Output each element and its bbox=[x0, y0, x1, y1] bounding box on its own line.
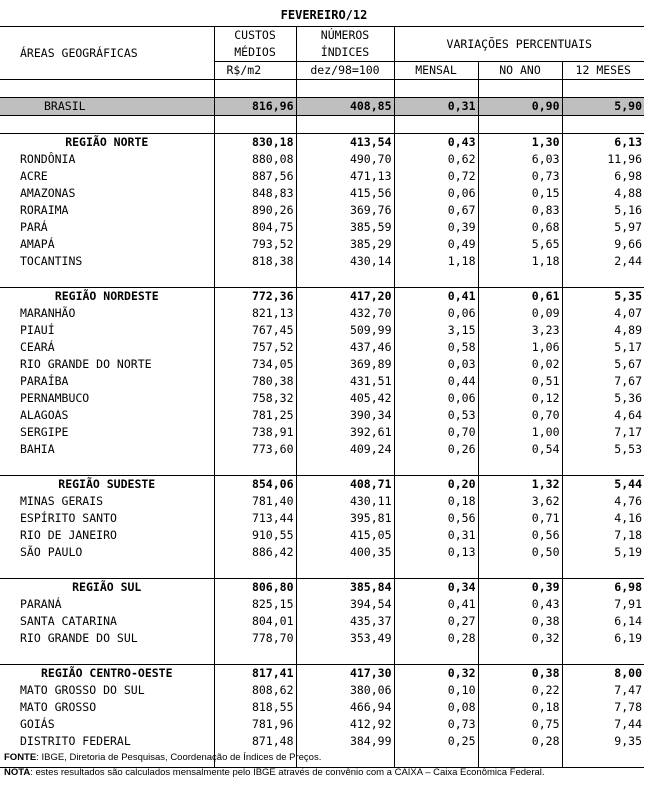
state-custo: 890,26 bbox=[214, 202, 296, 219]
footer-nota bbox=[4, 767, 545, 778]
state-ano: 0,56 bbox=[478, 527, 562, 544]
state-meses12: 7,67 bbox=[562, 373, 644, 390]
header-custos-l1: CUSTOS bbox=[214, 27, 296, 45]
state-custo: 738,91 bbox=[214, 424, 296, 441]
state-mensal: 0,13 bbox=[394, 544, 478, 561]
state-name: PARÁ bbox=[20, 220, 48, 234]
state-ano: 0,18 bbox=[478, 699, 562, 716]
region-mensal: 0,41 bbox=[394, 288, 478, 306]
state-meses12: 11,96 bbox=[562, 151, 644, 168]
state-row bbox=[0, 630, 644, 647]
region-indice: 385,84 bbox=[296, 579, 394, 597]
state-name: GOIÁS bbox=[20, 717, 55, 731]
state-name: CEARÁ bbox=[20, 340, 55, 354]
state-custo: 871,48 bbox=[214, 733, 296, 750]
state-ano: 0,12 bbox=[478, 390, 562, 407]
state-mensal: 0,18 bbox=[394, 493, 478, 510]
state-row bbox=[0, 305, 644, 322]
state-custo: 818,55 bbox=[214, 699, 296, 716]
state-name: RORAIMA bbox=[20, 203, 69, 217]
state-indice: 400,35 bbox=[296, 544, 394, 561]
state-name: ESPÍRITO SANTO bbox=[20, 511, 117, 525]
state-indice: 415,56 bbox=[296, 185, 394, 202]
state-row bbox=[0, 544, 644, 561]
state-name: SÃO PAULO bbox=[20, 545, 83, 559]
state-indice: 466,94 bbox=[296, 699, 394, 716]
state-mensal: 0,62 bbox=[394, 151, 478, 168]
state-name: ACRE bbox=[20, 169, 48, 183]
region-row bbox=[0, 476, 644, 494]
state-mensal: 0,31 bbox=[394, 527, 478, 544]
footer-fonte bbox=[4, 752, 321, 763]
region-row bbox=[0, 665, 644, 683]
state-row bbox=[0, 339, 644, 356]
state-indice: 412,92 bbox=[296, 716, 394, 733]
state-custo: 808,62 bbox=[214, 682, 296, 699]
header-area: ÁREAS GEOGRÁFICAS bbox=[0, 27, 214, 80]
state-indice: 431,51 bbox=[296, 373, 394, 390]
brasil-indice: 408,85 bbox=[296, 98, 394, 116]
state-meses12: 4,89 bbox=[562, 322, 644, 339]
state-name: AMAZONAS bbox=[20, 186, 76, 200]
spacer-row bbox=[0, 270, 644, 288]
header-variacoes: VARIAÇÕES PERCENTUAIS bbox=[394, 27, 644, 62]
state-ano: 0,43 bbox=[478, 596, 562, 613]
state-meses12: 4,88 bbox=[562, 185, 644, 202]
region-ano: 0,38 bbox=[478, 665, 562, 683]
nota-text: : estes resultados são calculados mensalmente pelo IBGE através de convênio com a CAIXA – Caixa Econômica Federal. bbox=[30, 767, 545, 778]
state-indice: 392,61 bbox=[296, 424, 394, 441]
state-custo: 821,13 bbox=[214, 305, 296, 322]
region-meses12: 5,35 bbox=[562, 288, 644, 306]
region-ano: 0,61 bbox=[478, 288, 562, 306]
state-ano: 0,71 bbox=[478, 510, 562, 527]
state-custo: 848,83 bbox=[214, 185, 296, 202]
state-row bbox=[0, 151, 644, 168]
state-name: AMAPÁ bbox=[20, 237, 55, 251]
state-mensal: 0,53 bbox=[394, 407, 478, 424]
state-mensal: 0,41 bbox=[394, 596, 478, 613]
state-mensal: 0,06 bbox=[394, 305, 478, 322]
state-ano: 0,22 bbox=[478, 682, 562, 699]
state-indice: 509,99 bbox=[296, 322, 394, 339]
state-mensal: 1,18 bbox=[394, 253, 478, 270]
state-meses12: 5,53 bbox=[562, 441, 644, 458]
state-indice: 430,14 bbox=[296, 253, 394, 270]
region-ano: 1,30 bbox=[478, 134, 562, 152]
state-name: TOCANTINS bbox=[20, 254, 83, 268]
state-mensal: 0,44 bbox=[394, 373, 478, 390]
brasil-name: BRASIL bbox=[0, 98, 214, 116]
state-row bbox=[0, 733, 644, 750]
state-name: RIO GRANDE DO NORTE bbox=[20, 357, 152, 371]
state-mensal: 0,39 bbox=[394, 219, 478, 236]
state-row bbox=[0, 236, 644, 253]
state-indice: 435,37 bbox=[296, 613, 394, 630]
state-mensal: 0,26 bbox=[394, 441, 478, 458]
state-custo: 781,96 bbox=[214, 716, 296, 733]
region-name: REGIÃO NORDESTE bbox=[0, 288, 214, 306]
header-custos-unit: R$/m2 bbox=[214, 62, 296, 80]
state-custo: 780,38 bbox=[214, 373, 296, 390]
state-row bbox=[0, 168, 644, 185]
header-numeros-l2: ÍNDICES bbox=[296, 44, 394, 62]
table-title: FEVEREIRO/12 bbox=[280, 8, 368, 22]
state-row bbox=[0, 596, 644, 613]
state-indice: 471,13 bbox=[296, 168, 394, 185]
state-indice: 437,46 bbox=[296, 339, 394, 356]
state-indice: 415,05 bbox=[296, 527, 394, 544]
state-indice: 490,70 bbox=[296, 151, 394, 168]
region-custo: 806,80 bbox=[214, 579, 296, 597]
state-name: SANTA CATARINA bbox=[20, 614, 117, 628]
state-custo: 781,25 bbox=[214, 407, 296, 424]
region-ano: 1,32 bbox=[478, 476, 562, 494]
state-meses12: 7,91 bbox=[562, 596, 644, 613]
region-meses12: 5,44 bbox=[562, 476, 644, 494]
brasil-12meses: 5,90 bbox=[562, 98, 644, 116]
region-indice: 417,20 bbox=[296, 288, 394, 306]
state-meses12: 6,98 bbox=[562, 168, 644, 185]
region-mensal: 0,20 bbox=[394, 476, 478, 494]
region-meses12: 6,98 bbox=[562, 579, 644, 597]
header-row-1 bbox=[0, 27, 644, 45]
state-name: ALAGOAS bbox=[20, 408, 69, 422]
state-name: DISTRITO FEDERAL bbox=[20, 734, 131, 748]
state-meses12: 7,17 bbox=[562, 424, 644, 441]
state-indice: 409,24 bbox=[296, 441, 394, 458]
state-meses12: 5,36 bbox=[562, 390, 644, 407]
region-custo: 854,06 bbox=[214, 476, 296, 494]
state-meses12: 9,35 bbox=[562, 733, 644, 750]
state-mensal: 0,03 bbox=[394, 356, 478, 373]
region-custo: 817,41 bbox=[214, 665, 296, 683]
state-meses12: 7,78 bbox=[562, 699, 644, 716]
state-mensal: 0,06 bbox=[394, 390, 478, 407]
state-name: SERGIPE bbox=[20, 425, 69, 439]
state-custo: 757,52 bbox=[214, 339, 296, 356]
state-row bbox=[0, 510, 644, 527]
spacer-row bbox=[0, 458, 644, 476]
state-custo: 910,55 bbox=[214, 527, 296, 544]
state-name: BAHIA bbox=[20, 442, 55, 456]
state-meses12: 6,19 bbox=[562, 630, 644, 647]
state-indice: 385,59 bbox=[296, 219, 394, 236]
state-mensal: 0,49 bbox=[394, 236, 478, 253]
state-meses12: 7,44 bbox=[562, 716, 644, 733]
state-mensal: 0,10 bbox=[394, 682, 478, 699]
state-row bbox=[0, 682, 644, 699]
state-indice: 353,49 bbox=[296, 630, 394, 647]
state-row bbox=[0, 716, 644, 733]
spacer-row bbox=[0, 116, 644, 134]
state-meses12: 5,17 bbox=[562, 339, 644, 356]
state-indice: 384,99 bbox=[296, 733, 394, 750]
fonte-text: : IBGE, Diretoria de Pesquisas, Coordenação de Índices de Preços. bbox=[36, 752, 322, 763]
state-row bbox=[0, 441, 644, 458]
region-indice: 413,54 bbox=[296, 134, 394, 152]
state-meses12: 4,07 bbox=[562, 305, 644, 322]
state-custo: 781,40 bbox=[214, 493, 296, 510]
state-indice: 405,42 bbox=[296, 390, 394, 407]
state-row bbox=[0, 356, 644, 373]
state-custo: 886,42 bbox=[214, 544, 296, 561]
state-meses12: 5,97 bbox=[562, 219, 644, 236]
fonte-label: FONTE bbox=[4, 752, 37, 763]
region-row bbox=[0, 579, 644, 597]
state-ano: 0,32 bbox=[478, 630, 562, 647]
region-ano: 0,39 bbox=[478, 579, 562, 597]
state-custo: 880,08 bbox=[214, 151, 296, 168]
state-row bbox=[0, 219, 644, 236]
state-meses12: 5,67 bbox=[562, 356, 644, 373]
state-mensal: 0,25 bbox=[394, 733, 478, 750]
state-ano: 0,51 bbox=[478, 373, 562, 390]
state-custo: 758,32 bbox=[214, 390, 296, 407]
state-mensal: 0,58 bbox=[394, 339, 478, 356]
state-ano: 0,70 bbox=[478, 407, 562, 424]
state-ano: 3,62 bbox=[478, 493, 562, 510]
state-custo: 713,44 bbox=[214, 510, 296, 527]
state-meses12: 4,76 bbox=[562, 493, 644, 510]
state-row bbox=[0, 699, 644, 716]
header-numeros-unit: dez/98=100 bbox=[296, 62, 394, 80]
state-indice: 380,06 bbox=[296, 682, 394, 699]
region-name: REGIÃO SUL bbox=[0, 579, 214, 597]
region-indice: 417,30 bbox=[296, 665, 394, 683]
region-meses12: 6,13 bbox=[562, 134, 644, 152]
state-ano: 0,15 bbox=[478, 185, 562, 202]
state-ano: 0,09 bbox=[478, 305, 562, 322]
state-name: RIO DE JANEIRO bbox=[20, 528, 117, 542]
state-name: MATO GROSSO DO SUL bbox=[20, 683, 145, 697]
brasil-mensal: 0,31 bbox=[394, 98, 478, 116]
state-custo: 767,45 bbox=[214, 322, 296, 339]
state-name: PARAÍBA bbox=[20, 374, 69, 388]
state-mensal: 0,73 bbox=[394, 716, 478, 733]
nota-label: NOTA bbox=[4, 767, 31, 778]
state-indice: 432,70 bbox=[296, 305, 394, 322]
state-name: RIO GRANDE DO SUL bbox=[20, 631, 138, 645]
state-name: MARANHÃO bbox=[20, 306, 76, 320]
state-indice: 369,89 bbox=[296, 356, 394, 373]
state-meses12: 4,16 bbox=[562, 510, 644, 527]
state-ano: 0,68 bbox=[478, 219, 562, 236]
state-meses12: 7,47 bbox=[562, 682, 644, 699]
state-ano: 0,75 bbox=[478, 716, 562, 733]
state-custo: 773,60 bbox=[214, 441, 296, 458]
state-row bbox=[0, 202, 644, 219]
brasil-custo: 816,96 bbox=[214, 98, 296, 116]
region-indice: 408,71 bbox=[296, 476, 394, 494]
header-numeros-l1: NÚMEROS bbox=[296, 27, 394, 45]
state-mensal: 0,72 bbox=[394, 168, 478, 185]
brasil-row bbox=[0, 98, 644, 116]
region-meses12: 8,00 bbox=[562, 665, 644, 683]
state-custo: 804,01 bbox=[214, 613, 296, 630]
state-ano: 0,02 bbox=[478, 356, 562, 373]
state-mensal: 0,06 bbox=[394, 185, 478, 202]
header-mensal: MENSAL bbox=[394, 62, 478, 80]
state-meses12: 5,19 bbox=[562, 544, 644, 561]
state-mensal: 0,27 bbox=[394, 613, 478, 630]
state-meses12: 7,18 bbox=[562, 527, 644, 544]
state-mensal: 3,15 bbox=[394, 322, 478, 339]
state-indice: 385,29 bbox=[296, 236, 394, 253]
region-mensal: 0,43 bbox=[394, 134, 478, 152]
state-meses12: 4,64 bbox=[562, 407, 644, 424]
state-ano: 0,28 bbox=[478, 733, 562, 750]
brasil-ano: 0,90 bbox=[478, 98, 562, 116]
state-name: PERNAMBUCO bbox=[20, 391, 90, 405]
state-ano: 3,23 bbox=[478, 322, 562, 339]
state-name: PARANÁ bbox=[20, 597, 62, 611]
state-name: MATO GROSSO bbox=[20, 700, 97, 714]
state-ano: 0,83 bbox=[478, 202, 562, 219]
spacer-row bbox=[0, 647, 644, 665]
state-row bbox=[0, 527, 644, 544]
state-indice: 369,76 bbox=[296, 202, 394, 219]
state-row bbox=[0, 322, 644, 339]
state-row bbox=[0, 493, 644, 510]
state-indice: 395,81 bbox=[296, 510, 394, 527]
state-mensal: 0,28 bbox=[394, 630, 478, 647]
header-12-meses: 12 MESES bbox=[562, 62, 644, 80]
state-custo: 778,70 bbox=[214, 630, 296, 647]
state-ano: 0,50 bbox=[478, 544, 562, 561]
state-ano: 1,00 bbox=[478, 424, 562, 441]
state-mensal: 0,08 bbox=[394, 699, 478, 716]
state-ano: 1,18 bbox=[478, 253, 562, 270]
state-meses12: 9,66 bbox=[562, 236, 644, 253]
spacer-row bbox=[0, 80, 644, 98]
state-indice: 390,34 bbox=[296, 407, 394, 424]
region-name: REGIÃO NORTE bbox=[0, 134, 214, 152]
state-row bbox=[0, 424, 644, 441]
state-ano: 5,65 bbox=[478, 236, 562, 253]
state-mensal: 0,56 bbox=[394, 510, 478, 527]
state-row bbox=[0, 407, 644, 424]
state-meses12: 5,16 bbox=[562, 202, 644, 219]
state-name: PIAUÍ bbox=[20, 323, 55, 337]
region-custo: 830,18 bbox=[214, 134, 296, 152]
region-row bbox=[0, 288, 644, 306]
region-mensal: 0,34 bbox=[394, 579, 478, 597]
state-custo: 734,05 bbox=[214, 356, 296, 373]
state-custo: 825,15 bbox=[214, 596, 296, 613]
state-row bbox=[0, 185, 644, 202]
region-name: REGIÃO CENTRO-OESTE bbox=[0, 665, 214, 683]
state-name: MINAS GERAIS bbox=[20, 494, 104, 508]
region-name: REGIÃO SUDESTE bbox=[0, 476, 214, 494]
state-meses12: 2,44 bbox=[562, 253, 644, 270]
state-ano: 0,38 bbox=[478, 613, 562, 630]
state-custo: 887,56 bbox=[214, 168, 296, 185]
state-row bbox=[0, 253, 644, 270]
region-row bbox=[0, 134, 644, 152]
state-row bbox=[0, 613, 644, 630]
region-custo: 772,36 bbox=[214, 288, 296, 306]
state-custo: 804,75 bbox=[214, 219, 296, 236]
state-name: RONDÔNIA bbox=[20, 152, 76, 166]
state-row bbox=[0, 390, 644, 407]
state-ano: 0,73 bbox=[478, 168, 562, 185]
cost-index-table bbox=[0, 26, 644, 768]
state-meses12: 6,14 bbox=[562, 613, 644, 630]
state-mensal: 0,67 bbox=[394, 202, 478, 219]
state-indice: 394,54 bbox=[296, 596, 394, 613]
state-ano: 1,06 bbox=[478, 339, 562, 356]
state-ano: 0,54 bbox=[478, 441, 562, 458]
spacer-row bbox=[0, 561, 644, 579]
state-row bbox=[0, 373, 644, 390]
header-no-ano: NO ANO bbox=[478, 62, 562, 80]
region-mensal: 0,32 bbox=[394, 665, 478, 683]
header-custos-l2: MÉDIOS bbox=[214, 44, 296, 62]
state-ano: 6,03 bbox=[478, 151, 562, 168]
state-indice: 430,11 bbox=[296, 493, 394, 510]
state-mensal: 0,70 bbox=[394, 424, 478, 441]
state-custo: 793,52 bbox=[214, 236, 296, 253]
state-custo: 818,38 bbox=[214, 253, 296, 270]
